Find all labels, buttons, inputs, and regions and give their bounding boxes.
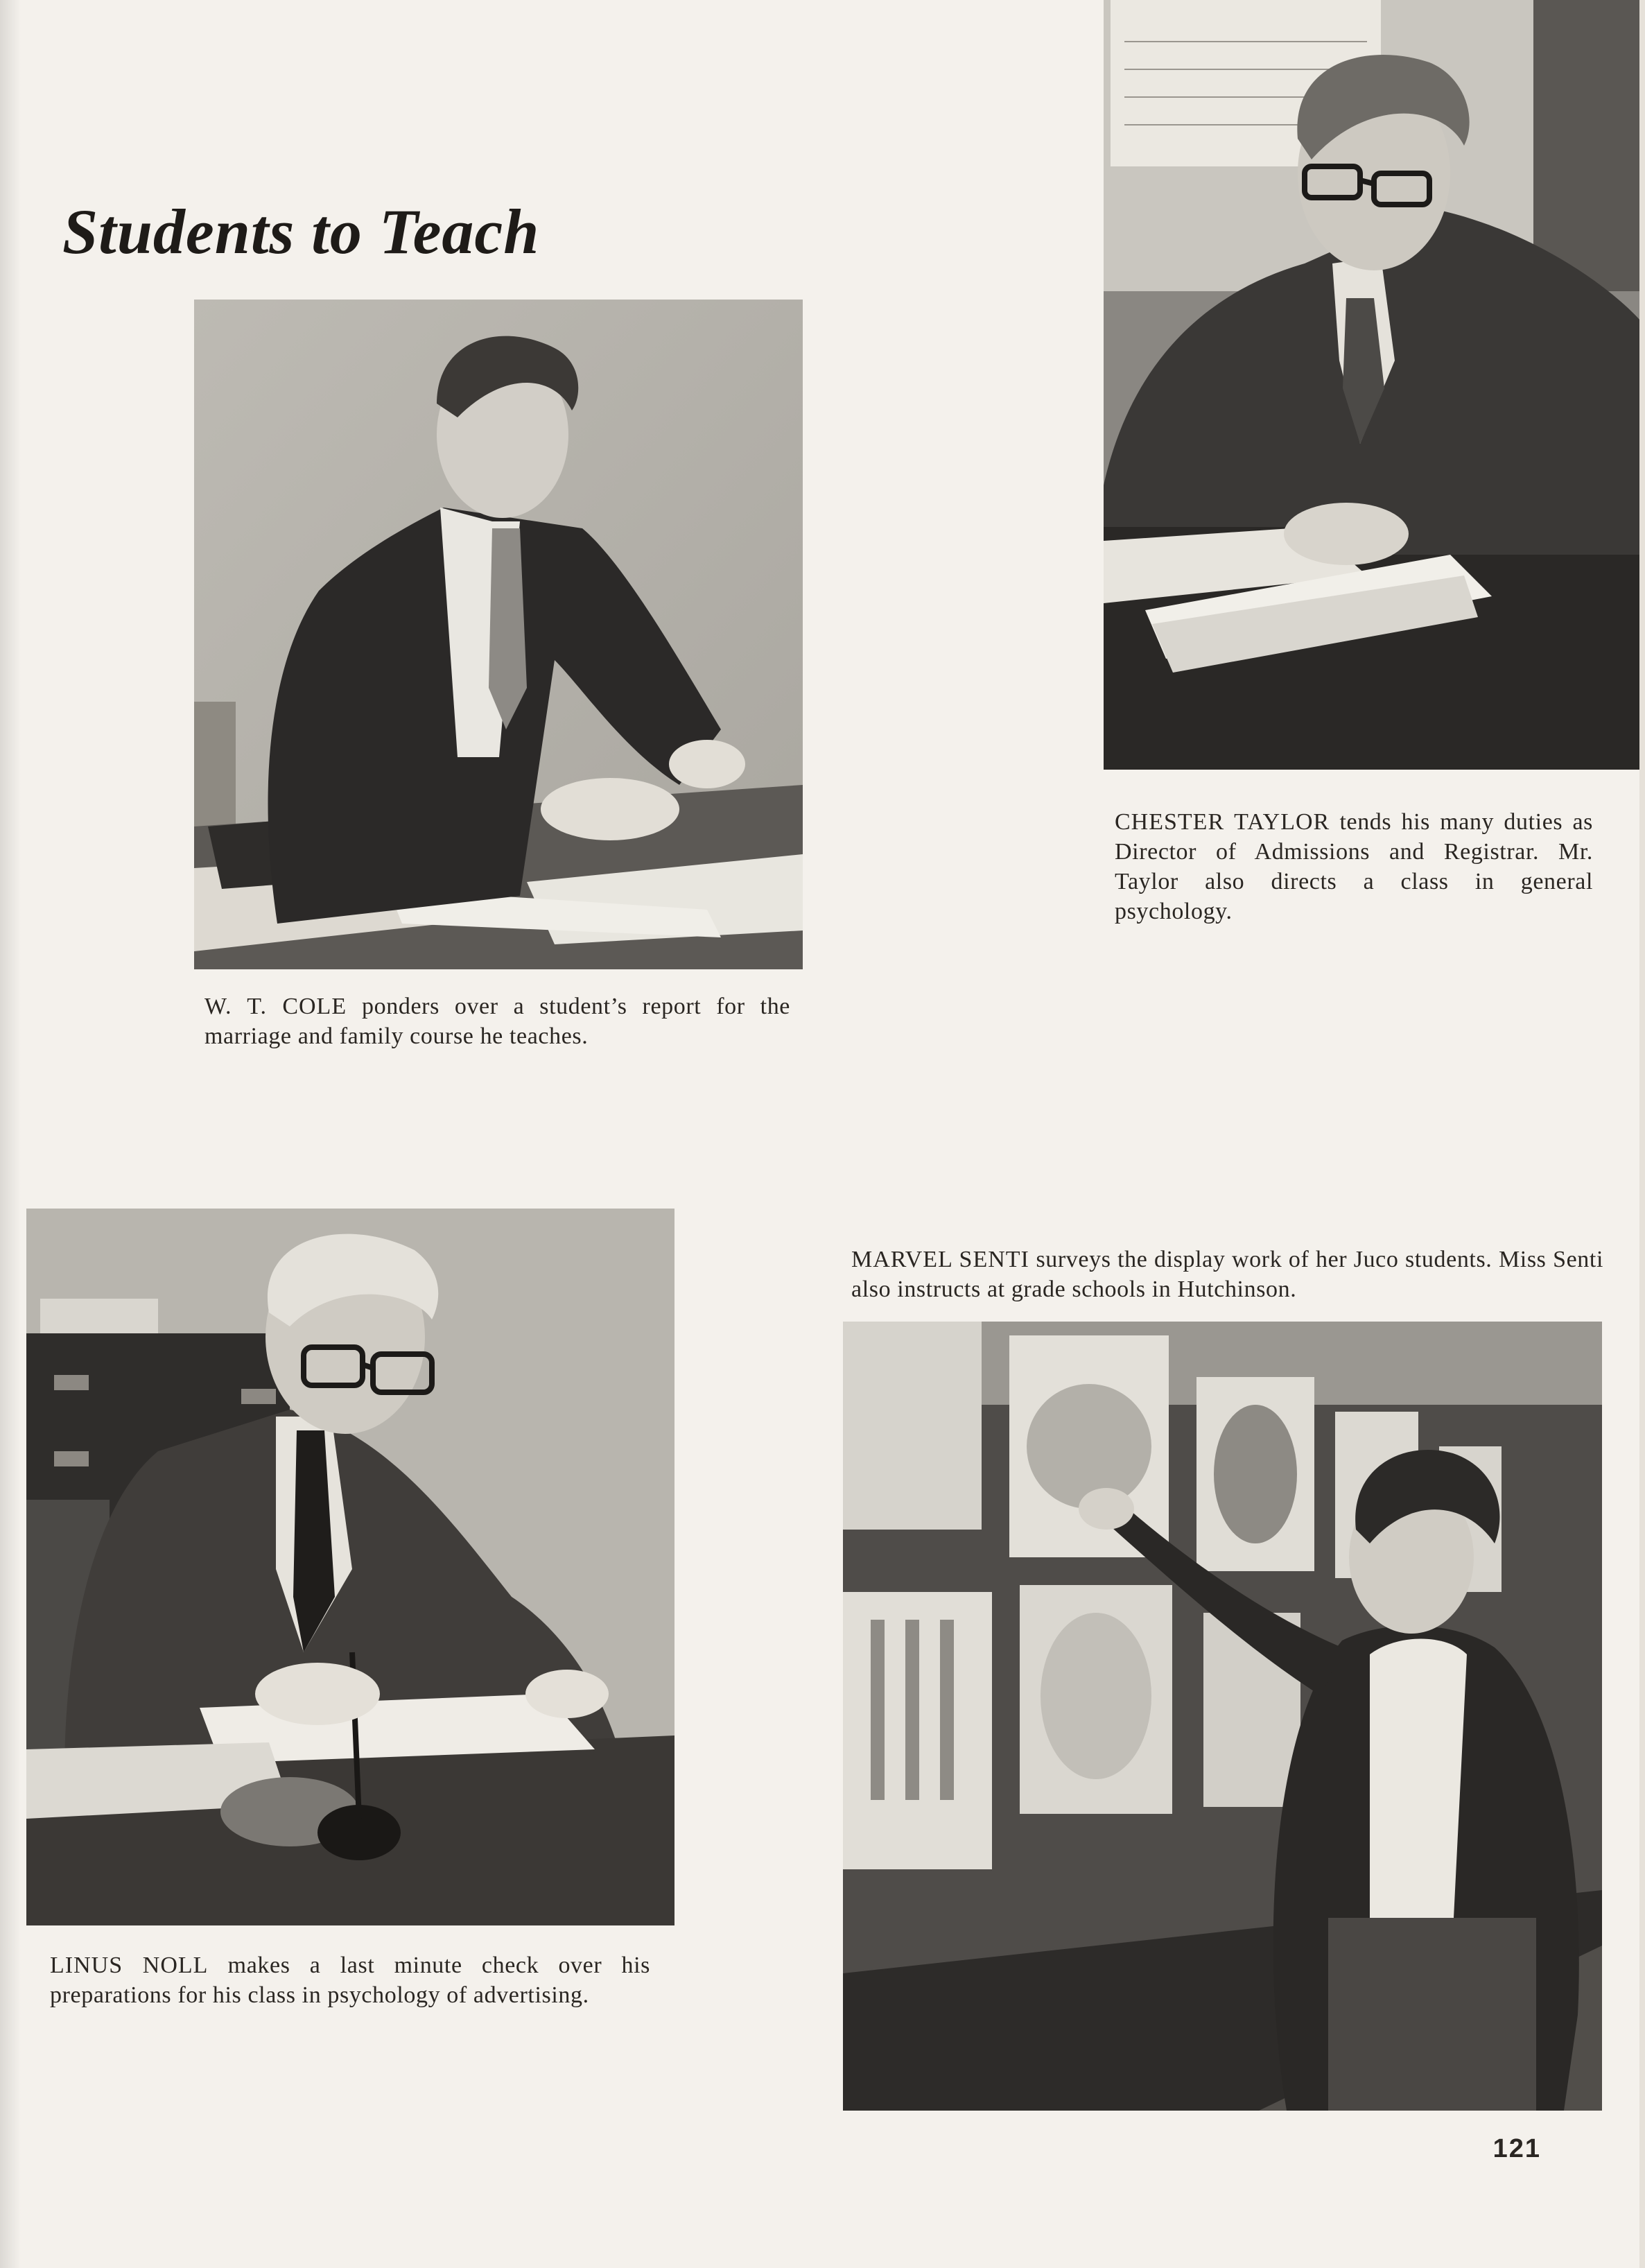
caption-linus-noll-text: makes a last minute check over his preparations for his class in psychology of advertising.: [50, 1953, 650, 2008]
caption-linus-noll-name: LINUS NOLL: [50, 1953, 209, 1978]
photo-w-t-cole: [194, 300, 803, 969]
photo-chester-taylor-image: [1104, 0, 1645, 770]
photo-chester-taylor: [1104, 0, 1645, 770]
photo-marvel-senti-image: [843, 1322, 1602, 2111]
caption-chester-taylor-name: CHESTER TAYLOR: [1115, 809, 1330, 835]
caption-w-t-cole-text: ponders over a student’s report for the marriage and family course he teaches.: [204, 994, 791, 1049]
caption-w-t-cole: [204, 992, 790, 1051]
photo-w-t-cole-image: [194, 300, 803, 969]
page-number: 121: [1492, 2134, 1541, 2163]
photo-linus-noll-image: [26, 1209, 674, 1925]
caption-marvel-senti: [851, 1245, 1603, 1304]
caption-marvel-senti-text: surveys the display work of her Juco students. Miss Senti also instructs at grade schools in Hutchinson.: [851, 1247, 1603, 1302]
caption-linus-noll: [50, 1950, 650, 2010]
caption-chester-taylor-text: tends his many duties as Director of Admissions and Registrar. Mr. Taylor also directs a class in general psychology.: [1115, 809, 1593, 924]
photo-marvel-senti: [843, 1322, 1602, 2111]
page-title: Students to Teach: [62, 196, 540, 267]
caption-chester-taylor: [1115, 807, 1593, 926]
caption-marvel-senti-name: MARVEL SENTI: [851, 1247, 1029, 1272]
caption-w-t-cole-name: W. T. COLE: [204, 994, 347, 1019]
photo-linus-noll: [26, 1209, 674, 1925]
